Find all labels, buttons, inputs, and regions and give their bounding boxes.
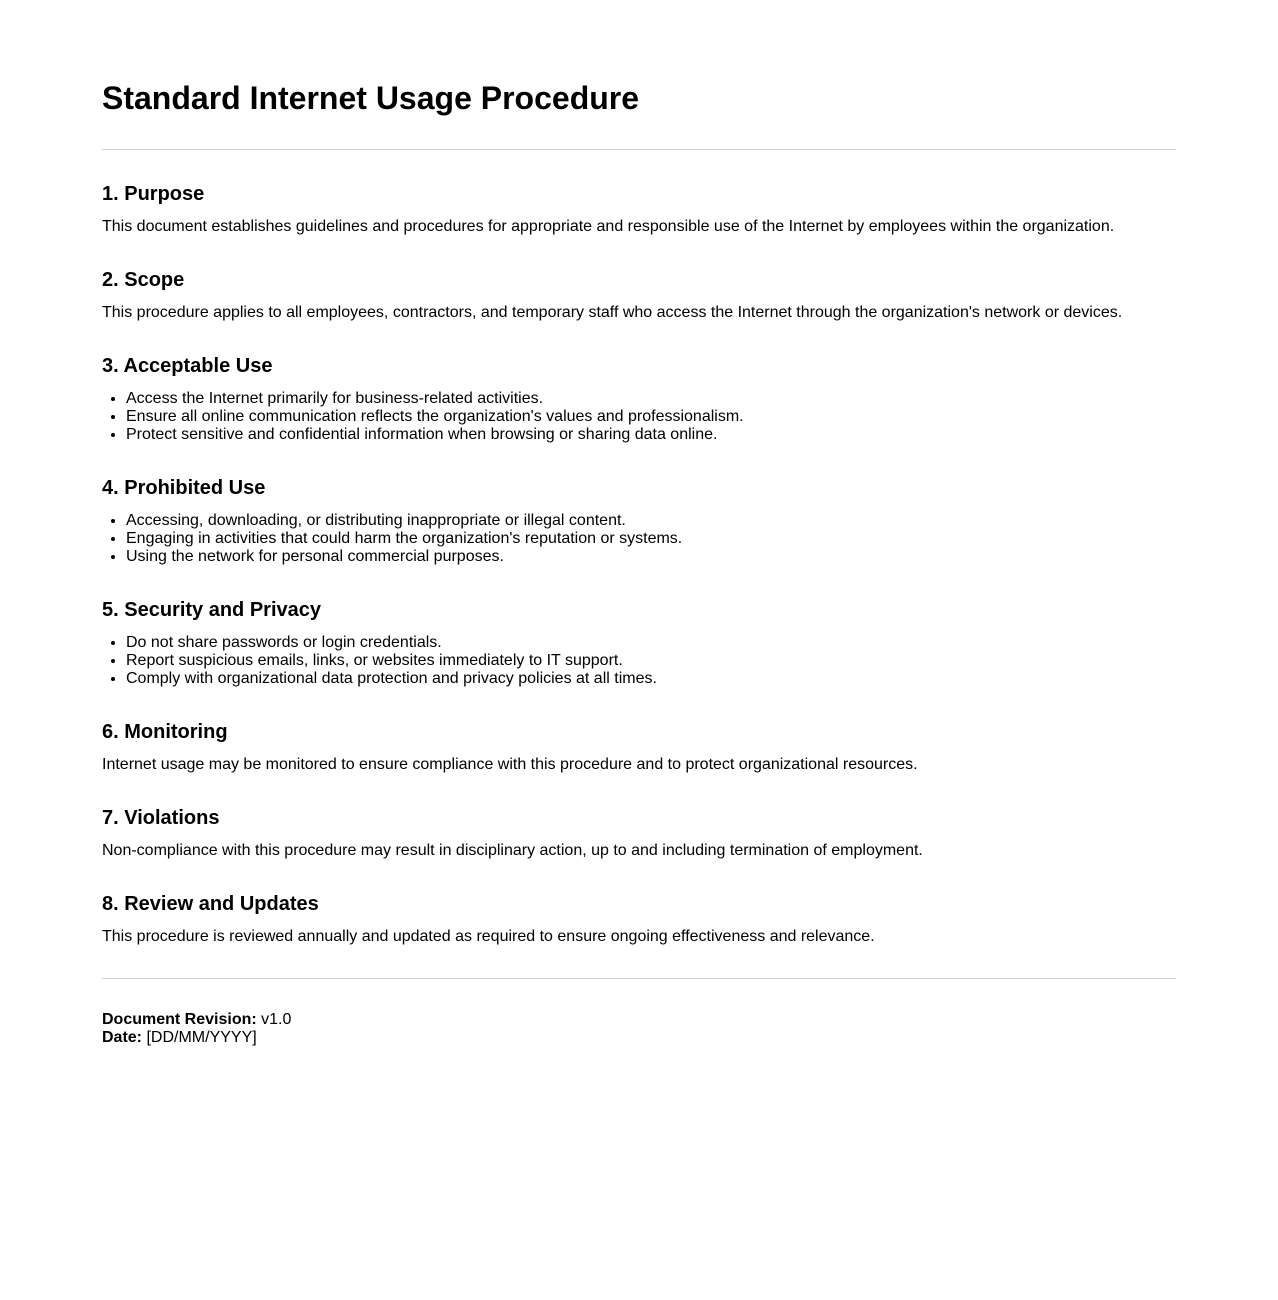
footer-divider	[102, 978, 1176, 979]
section-heading: 2. Scope	[102, 269, 185, 291]
section-text: This document establishes guidelines and procedures for appropriate and responsible use of the Internet by employees within the organization.	[102, 218, 1115, 235]
date-line	[102, 1029, 1176, 1047]
document-footer	[102, 1011, 1176, 1047]
bullet-list	[102, 634, 1176, 688]
list-item: • Accessing, downloading, or distributing inappropriate or illegal content.	[126, 512, 1176, 530]
section-text: This procedure applies to all employees, contractors, and temporary staff who access the Internet through the organization's network or devices.	[102, 304, 1123, 321]
section-scope	[102, 268, 1176, 322]
revision-label: Document Revision:	[102, 1011, 257, 1028]
section-heading: 1. Purpose	[102, 183, 205, 205]
section-text: This procedure is reviewed annually and updated as required to ensure ongoing effectiveness and relevance.	[102, 928, 875, 945]
date-value: [DD/MM/YYYY]	[146, 1029, 257, 1046]
section-violations	[102, 806, 1176, 860]
page-title: Standard Internet Usage Procedure	[102, 80, 640, 116]
section-text: Internet usage may be monitored to ensure compliance with this procedure and to protect organizational resources.	[102, 756, 918, 773]
bullet-list	[102, 390, 1176, 444]
list-item: • Ensure all online communication reflects the organization's values and professionalism.	[126, 408, 1176, 426]
section-heading: 8. Review and Updates	[102, 893, 319, 915]
list-item: • Comply with organizational data protection and privacy policies at all times.	[126, 670, 1176, 688]
section-heading: 6. Monitoring	[102, 721, 228, 743]
revision-line	[102, 1011, 1176, 1029]
section-purpose	[102, 182, 1176, 236]
revision-value: v1.0	[261, 1011, 292, 1028]
section-security-privacy	[102, 598, 1176, 688]
section-heading: 5. Security and Privacy	[102, 599, 322, 621]
section-review-updates	[102, 892, 1176, 946]
date-label: Date:	[102, 1029, 143, 1046]
bullet-list	[102, 512, 1176, 566]
section-monitoring	[102, 720, 1176, 774]
section-prohibited-use	[102, 476, 1176, 566]
section-heading: 3. Acceptable Use	[102, 355, 273, 377]
section-text: Non-compliance with this procedure may result in disciplinary action, up to and including termination of employment.	[102, 842, 923, 859]
title-divider	[102, 149, 1176, 150]
section-heading: 4. Prohibited Use	[102, 477, 266, 499]
list-item: • Access the Internet primarily for business-related activities.	[126, 390, 1176, 408]
list-item: • Using the network for personal commercial purposes.	[126, 548, 1176, 566]
section-heading: 7. Violations	[102, 807, 220, 829]
list-item: • Do not share passwords or login credentials.	[126, 634, 1176, 652]
list-item: • Report suspicious emails, links, or websites immediately to IT support.	[126, 652, 1176, 670]
list-item: • Protect sensitive and confidential information when browsing or sharing data online.	[126, 426, 1176, 444]
list-item: • Engaging in activities that could harm the organization's reputation or systems.	[126, 530, 1176, 548]
section-acceptable-use	[102, 354, 1176, 444]
